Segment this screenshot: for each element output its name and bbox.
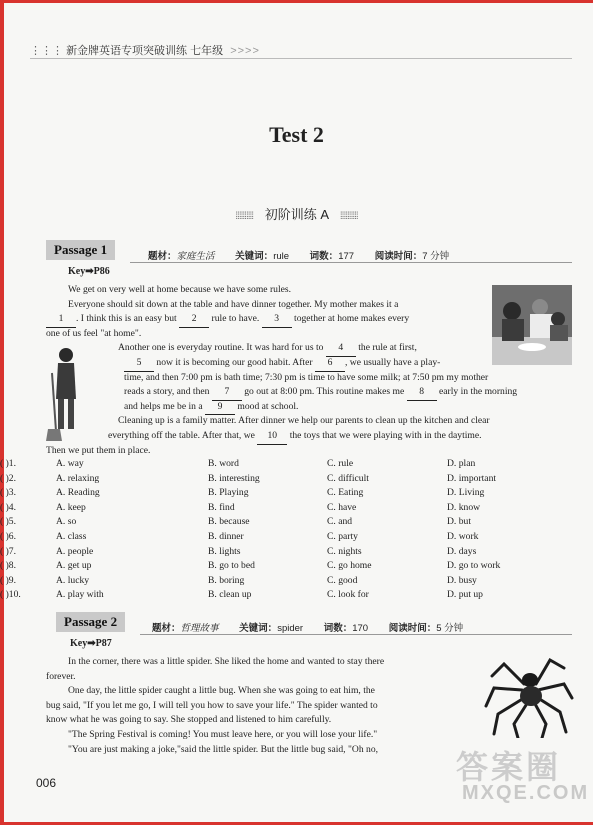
watermark-url: MXQE.COM (462, 782, 590, 804)
answer-bracket[interactable]: ( )9. (0, 574, 16, 586)
passage2-reading-time: 5 分钟 (436, 623, 464, 634)
answer-bracket[interactable]: ( )2. (0, 472, 16, 484)
blank-1[interactable]: 1 (46, 312, 76, 328)
running-header (30, 42, 260, 58)
option-c: C. nights (327, 545, 362, 557)
option-c: C. have (327, 501, 357, 513)
option-c: C. party (327, 530, 358, 542)
blank-2[interactable]: 2 (179, 312, 209, 328)
option-c: C. and (327, 516, 353, 528)
page-title: Test 2 (269, 122, 324, 147)
passage2-label: Passage 2 (56, 612, 125, 632)
blank-8[interactable]: 8 (407, 385, 437, 401)
option-a: A. relaxing (56, 472, 100, 484)
passage1-rule (130, 262, 572, 263)
page-border-top (0, 0, 593, 3)
p2-line5: know what he was going to say. She stopped and listened to him carefully. (46, 714, 332, 726)
option-a: A. so (56, 516, 77, 528)
girl-sweeping-illustration (46, 343, 82, 443)
option-d: D. work (447, 530, 479, 542)
answer-bracket[interactable]: ( )4. (0, 501, 16, 513)
family-dinner-photo (492, 285, 572, 365)
option-a: A. play with (56, 589, 104, 601)
passage2-key-ref: Key➡P87 (70, 638, 112, 649)
blank-4[interactable]: 4 (326, 341, 356, 357)
option-b: B. word (208, 458, 239, 469)
passage2-theme: 哲理故事 (180, 623, 219, 634)
option-b: B. clean up (208, 589, 252, 601)
option-b: B. dinner (208, 530, 244, 542)
answer-bracket[interactable]: ( )10. (0, 589, 21, 601)
p2-line1: In the corner, there was a little spider. She liked the home and wanted to stay there (68, 656, 385, 667)
passage1-key-ref: Key➡P86 (68, 266, 110, 277)
p1-line1: We get on very well at home because we have some rules. (68, 284, 291, 295)
p1-line10: Cleaning up is a family matter. After dinner we help our parents to clean up the kitchen and clear (118, 415, 490, 427)
option-d: D. go to work (447, 560, 501, 572)
p2-line6: "The Spring Festival is coming! You must leave here, or you will lose your life." (68, 729, 378, 740)
header-rule (30, 58, 572, 59)
passage2-meta: 题材：哲理故事 关键词：spider 词数：170 阅读时间：5 分钟 (152, 623, 464, 634)
answer-bracket[interactable]: ( )3. (0, 487, 16, 499)
option-b: B. lights (208, 545, 241, 557)
p1-line2: Everyone should sit down at the table and have dinner together. My mother makes it a (68, 298, 399, 310)
blank-10[interactable]: 10 (257, 429, 287, 445)
page-number: 006 (36, 776, 57, 790)
option-a: A. get up (56, 560, 92, 572)
blank-6[interactable]: 6 (315, 356, 345, 372)
option-d: D. put up (447, 589, 483, 601)
p1-line6: 5 now it is becoming our good habit. After 6 , we usually have a play- (124, 356, 440, 372)
answer-bracket[interactable]: ( )5. (0, 516, 16, 528)
passage2-word-count: 170 (352, 623, 369, 634)
answer-bracket[interactable]: ( )6. (0, 530, 16, 542)
option-c: C. Eating (327, 487, 364, 499)
option-a: A. people (56, 545, 94, 557)
answer-bracket[interactable]: ( )1. (0, 458, 16, 469)
p1-line4: one of us feel "at home". (46, 327, 142, 339)
option-d: D. know (447, 501, 481, 513)
blank-7[interactable]: 7 (212, 385, 242, 401)
blank-5[interactable]: 5 (124, 356, 154, 372)
p1-line11: everything off the table. After that, we 10 the toys that we were playing with in the daytime. (108, 429, 482, 445)
section-label: 初阶训练 A (264, 207, 329, 222)
p2-line2: forever. (46, 670, 76, 682)
p2-line3: One day, the little spider caught a little bug. When she was going to eat him, the (68, 685, 375, 697)
passage2-rule (140, 634, 572, 635)
option-c: C. look for (327, 589, 369, 601)
passage1-word-count: 177 (338, 251, 355, 262)
p1-line5: Another one is everyday routine. It was hard for us to 4 the rule at first, (118, 341, 417, 357)
option-d: D. busy (447, 574, 477, 586)
option-c: C. difficult (327, 472, 369, 484)
option-c: C. rule (327, 458, 354, 469)
passage1-theme: 家庭生活 (176, 251, 215, 262)
passage1-meta: 题材：家庭生活 关键词：rule 词数：177 阅读时间：7 分钟 (148, 251, 450, 262)
watermark-logo: 答案圈 (456, 749, 562, 785)
option-b: B. go to bed (208, 560, 255, 572)
option-b: B. Playing (208, 487, 249, 499)
p1-line9: and helps me be in a 9 mood at school. (124, 400, 298, 416)
option-b: B. find (208, 501, 235, 513)
answer-bracket[interactable]: ( )8. (0, 560, 16, 572)
option-d: D. important (447, 472, 497, 484)
option-d: D. but (447, 516, 471, 528)
option-a: A. Reading (56, 487, 100, 499)
option-c: C. good (327, 574, 358, 586)
passage1-reading-time: 7 分钟 (422, 251, 450, 262)
option-a: A. lucky (56, 574, 90, 586)
passage1-label: Passage 1 (46, 240, 115, 260)
p2-line4: bug said, "If you let me go, I will tell you how to save your life." The spider wanted to (46, 699, 378, 711)
option-c: C. go home (327, 560, 372, 572)
header-grid-icon: ⋮⋮⋮ (30, 45, 63, 57)
option-b: B. because (208, 516, 250, 528)
option-a: A. way (56, 458, 84, 469)
section-dots-right-icon: ⁞⁞⁞⁞⁞⁞⁞⁞⁞⁞ (339, 211, 358, 222)
p1-line8: reads a story, and then 7 go out at 8:00 pm. This routine makes me 8 early in the morning (124, 385, 517, 401)
option-d: D. plan (447, 458, 476, 469)
header-arrows-icon: >>>> (230, 45, 260, 57)
p1-line12: Then we put them in place. (46, 444, 151, 456)
option-d: D. days (447, 545, 477, 557)
answer-bracket[interactable]: ( )7. (0, 545, 16, 557)
option-d: D. Living (447, 487, 485, 499)
option-b: B. boring (208, 574, 245, 586)
header-grade: 七年级 (190, 45, 224, 57)
header-book-title: 新金牌英语专项突破训练 (66, 45, 188, 57)
option-a: A. class (56, 530, 87, 542)
p1-line3: 1 . I think this is an easy but 2 rule to have. 3 together at home makes every (46, 312, 409, 328)
option-b: B. interesting (208, 472, 260, 484)
passage2-keyword: spider (277, 623, 304, 634)
p2-line7: "You are just making a joke,"said the little spider. But the little bug said, "Oh no, (68, 743, 379, 755)
blank-9[interactable]: 9 (205, 400, 235, 416)
option-a: A. keep (56, 501, 86, 513)
section-dots-left-icon: ⁞⁞⁞⁞⁞⁞⁞⁞⁞⁞ (235, 211, 254, 222)
spider-illustration (484, 654, 574, 738)
blank-3[interactable]: 3 (262, 312, 292, 328)
passage1-keyword: rule (273, 251, 290, 262)
section-heading (0, 204, 593, 223)
p1-line7: time, and then 7:00 pm is bath time; 7:30 pm is time to have some milk; at 7:50 pm my mother (124, 371, 489, 383)
